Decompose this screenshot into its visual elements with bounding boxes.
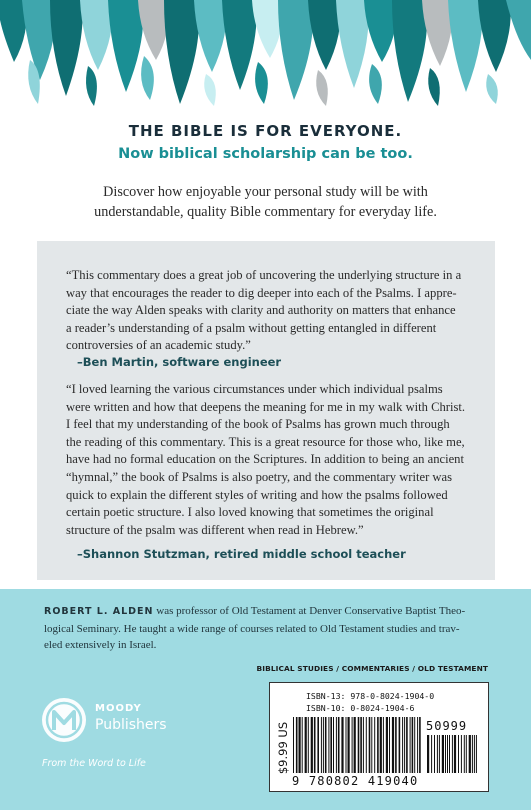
quote-line: controversies of an academic study.” <box>66 338 251 353</box>
ean-barcode-icon <box>293 717 423 773</box>
author-bio <box>44 603 494 654</box>
barcode-ean-number: 9 780802 419040 <box>292 774 419 788</box>
leaf-pattern-decoration <box>0 0 531 108</box>
intro-paragraph <box>70 182 461 222</box>
bio-line: eled extensively in Israel. <box>44 639 157 651</box>
intro-line: understandable, quality Bible commentary for everyday life. <box>94 204 437 220</box>
quote-line: quick to explain the different styles of writing and how the psalms followed <box>66 487 448 502</box>
review-quote-2 <box>66 381 479 539</box>
price-text: $9.99 US <box>276 721 290 775</box>
publisher-name-top: MOODY <box>95 703 142 714</box>
publisher-tagline: From the Word to Life <box>42 758 146 769</box>
quote-line: “I loved learning the various circumstances under which individual psalms <box>66 382 443 396</box>
author-name: ROBERT L. ALDEN <box>44 606 154 617</box>
quote-line: way that encourages the reader to dig deeper into each of the Psalms. I appre- <box>66 285 457 300</box>
quote-line: “This commentary does a great job of uncovering the underlying structure in a <box>66 268 462 282</box>
price-label <box>275 713 289 783</box>
isbn-13-text: ISBN-13: 978-0-8024-1904-0 <box>306 691 435 701</box>
quote-line: a reader’s understanding of a psalm without getting entangled in different <box>66 320 437 335</box>
bio-line: logical Seminary. He taught a wide range of courses related to Old Testament studies and trav- <box>44 622 460 635</box>
quote-line: the reading of this commentary. This is a great resource for those who, like me, <box>66 434 465 449</box>
category-label: BIBLICAL STUDIES / COMMENTARIES / OLD TESTAMENT <box>256 664 488 673</box>
quote-line: ciate the way Alden speaks with clarity and authority on matters that enhance <box>66 303 456 318</box>
addon-barcode-icon <box>427 735 479 773</box>
review-attribution-2: –Shannon Stutzman, retired middle school teacher <box>77 547 406 561</box>
quote-line: have had no formal education on the Scriptures. In addition to being an ancient <box>66 452 464 467</box>
barcode-box <box>269 682 489 792</box>
quote-line: structure of the psalm was different when read in Hebrew.” <box>66 522 364 537</box>
bio-line <box>44 603 494 621</box>
headline-secondary: Now biblical scholarship can be too. <box>118 146 413 162</box>
quote-line: I feel that my understanding of the book of Psalms has grown much through <box>66 417 450 432</box>
review-quote-1 <box>66 267 479 355</box>
bio-line-1-text: was professor of Old Testament at Denver Conservative Baptist Theo- <box>153 605 466 617</box>
reviews-panel <box>37 241 495 580</box>
publisher-name-bottom: Publishers <box>95 717 167 733</box>
quote-line: were written and how that deepens the meaning for me in my walk with Christ. <box>66 399 466 414</box>
isbn-10-text: ISBN-10: 0-8024-1904-6 <box>306 703 415 713</box>
author-panel <box>0 589 531 810</box>
barcode-addon-number: 50999 <box>426 719 468 733</box>
headline-primary: THE BIBLE IS FOR EVERYONE. <box>128 122 403 140</box>
quote-line: certain poetic structure. I also loved knowing that sometimes the original <box>66 505 434 520</box>
review-attribution-1: –Ben Martin, software engineer <box>77 355 282 369</box>
intro-line: Discover how enjoyable your personal study will be with <box>103 184 428 200</box>
quote-line: “hymnal,” the book of Psalms is also poetry, and the commentary writer was <box>66 469 452 484</box>
